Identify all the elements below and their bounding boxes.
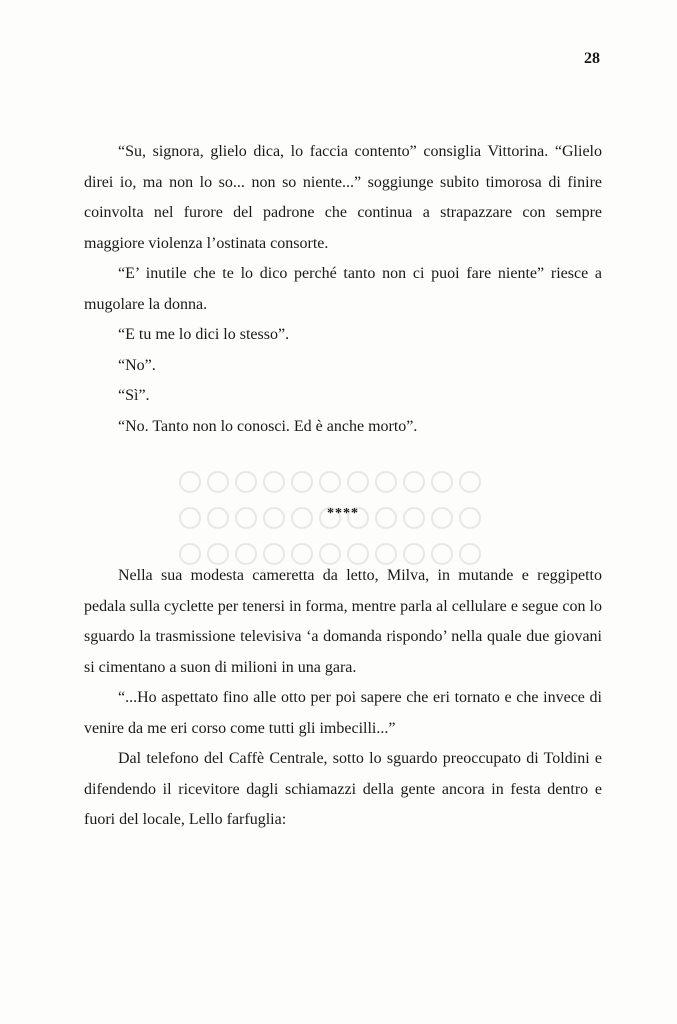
line-tanto-non-lo-conosci: “No. Tanto non lo conosci. Ed è anche morto”.	[118, 417, 418, 435]
paragraph-milva: Nella sua modesta cameretta da letto, Milva, in mutande e reggipetto pedala sulla cyclette per tenersi in forma, mentre parla al cellulare e segue con lo sguardo la trasmissione televisiva ‘a domanda rispondo’ nella quale due giovani si cimentano a suon di milioni in una gara.	[84, 567, 602, 676]
dialogue-section	[84, 137, 602, 442]
paragraph-vittorina: “Su, signora, glielo dica, lo faccia contento” consiglia Vittorina. “Glielo direi io, ma non lo so... non so niente...” soggiunge subito timorosa di finire coinvolta nel furore del padrone che continua a strapazzare con sempre maggiore violenza l’ostinata consorte.	[84, 143, 602, 252]
line-si: “Sì”.	[118, 387, 150, 404]
page-number: 28	[584, 50, 600, 67]
paragraph-donna: “E’ inutile che te lo dico perché tanto non ci puoi fare niente” riesce a mugolare la donna.	[84, 265, 602, 313]
section-separator: ****	[327, 506, 359, 521]
milva-section	[84, 561, 602, 836]
section-separator-block	[84, 499, 602, 530]
paragraph-quote-milva: “...Ho aspettato fino alle otto per poi sapere che eri tornato e che invece di venire da me eri corso come tutti gli imbecilli...”	[84, 689, 602, 737]
line-no: “No”.	[118, 356, 156, 374]
line-tu-me-lo-dici: “E tu me lo dici lo stesso”.	[118, 326, 290, 343]
paragraph-lello: Dal telefono del Caffè Centrale, sotto lo sguardo preoccupato di Toldini e difendendo il ricevitore dagli schiamazzi della gente ancora in festa dentro e fuori del locale, Lello farfuglia:	[84, 750, 602, 828]
